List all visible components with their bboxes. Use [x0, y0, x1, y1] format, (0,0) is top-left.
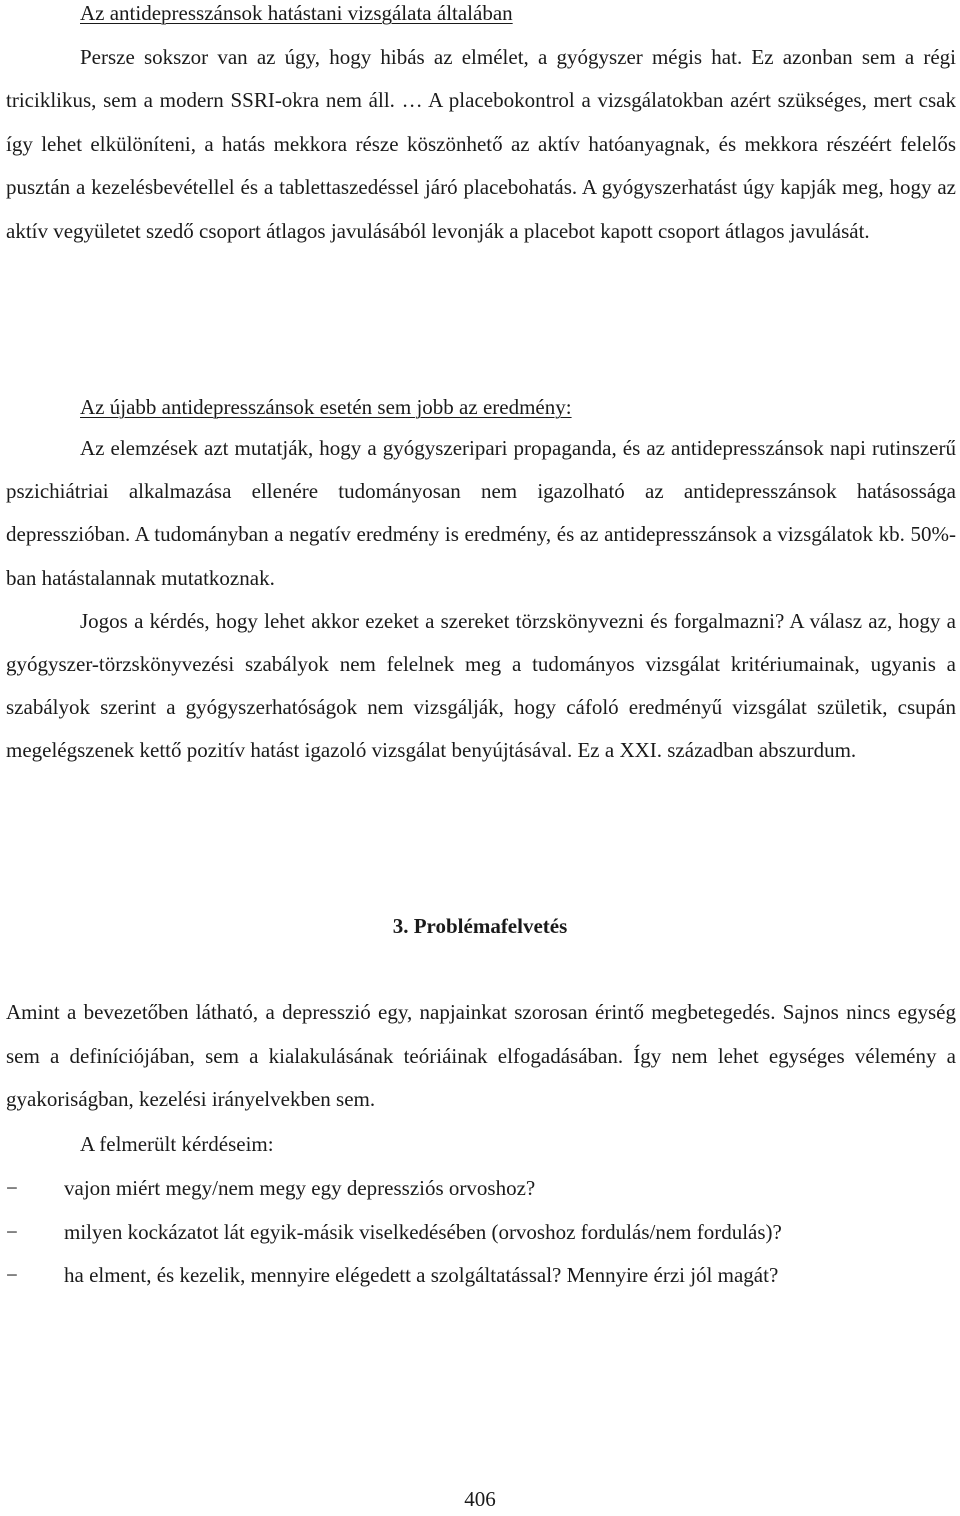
section-heading-newer-antidepressants: Az újabb antidepresszánsok esetén sem jobb az eredmény: — [80, 395, 572, 419]
section3-body — [6, 991, 956, 1122]
dash-bullet: − — [6, 1176, 18, 1200]
questions-heading: A felmerült kérdéseim: — [80, 1132, 274, 1156]
list-item — [6, 1211, 956, 1255]
dash-bullet: − — [6, 1263, 18, 1287]
question-text: ha elment, és kezelik, mennyire elégedett a szolgáltatással? Mennyire érzi jól magát? — [64, 1263, 779, 1287]
section-heading-antidepressant-pharmacology: Az antidepresszánsok hatástani vizsgálata általában — [80, 1, 513, 25]
question-text: milyen kockázatot lát egyik-másik viselkedésében (orvoshoz fordulás/nem fordulás)? — [64, 1219, 782, 1244]
page-number: 406 — [464, 1487, 496, 1511]
section-title-problem-statement: 3. Problémafelvetés — [392, 914, 568, 938]
list-item — [6, 1167, 956, 1211]
paragraph-problem-intro: Amint a bevezetőben látható, a depresszió egy, napjainkat szorosan érintő megbetegedés. Sajnos nincs egység sem a definíciójában, sem a kialakulásának teóriáinak elfogadásában. Így nem lehet egységes vélemény a gyakoriságban, kezelési irányelvekben sem. — [6, 1000, 956, 1112]
questions-list — [6, 1167, 956, 1298]
paragraph-placebo-control: Persze sokszor van az úgy, hogy hibás az elmélet, a gyógyszer mégis hat. Ez azonban sem a régi triciklikus, sem a modern SSRI-okra nem áll. … A placebokontrol a vizsgálatokban azért szükséges, mert csak így lehet elkülöníteni, a hatás mekkora része köszönhető az aktív hatóanyagnak, és mekkora részéért felelős pusztán a kezelésbevétellel és a tablettaszedéssel járó placebohatás. A gyógyszerhatást úgy kapják meg, hogy az aktív vegyületet szedő csoport átlagos javulásából levonják a placebot kapott csoport átlagos javulását. — [6, 45, 956, 243]
paragraph-registration-question: Jogos a kérdés, hogy lehet akkor ezeket a szereket törzskönyvezni és forgalmazni? A válasz az, hogy a gyógyszer-törzskönyvezési szabályok nem felelnek meg a tudományos vizsgálat kritériumainak, ugyanis a szabályok szerint a gyógyszerhatóságok nem vizsgálják, hogy cáfoló eredményű vizsgálat születik, csupán megelégszenek kettő pozitív hatást igazoló vizsgálat benyújtásával. Ez a XXI. században abszurdum. — [6, 608, 956, 763]
dash-bullet: − — [6, 1219, 18, 1244]
section2-body — [6, 427, 956, 773]
section1-body — [6, 36, 956, 253]
paragraph-analysis-results: Az elemzések azt mutatják, hogy a gyógyszeripari propaganda, és az antidepresszánsok napi rutinszerű pszichiátriai alkalmazása ellenére tudományosan nem igazolható az antidepresszánsok hatásossága depresszióban. A tudományban a negatív eredmény is eredmény, és az antidepresszánsok a vizsgálatok kb. 50%-ban hatástalannak mutatkoznak. — [6, 436, 956, 590]
question-text: vajon miért megy/nem megy egy depressziós orvoshoz? — [64, 1176, 536, 1200]
list-item — [6, 1254, 956, 1298]
